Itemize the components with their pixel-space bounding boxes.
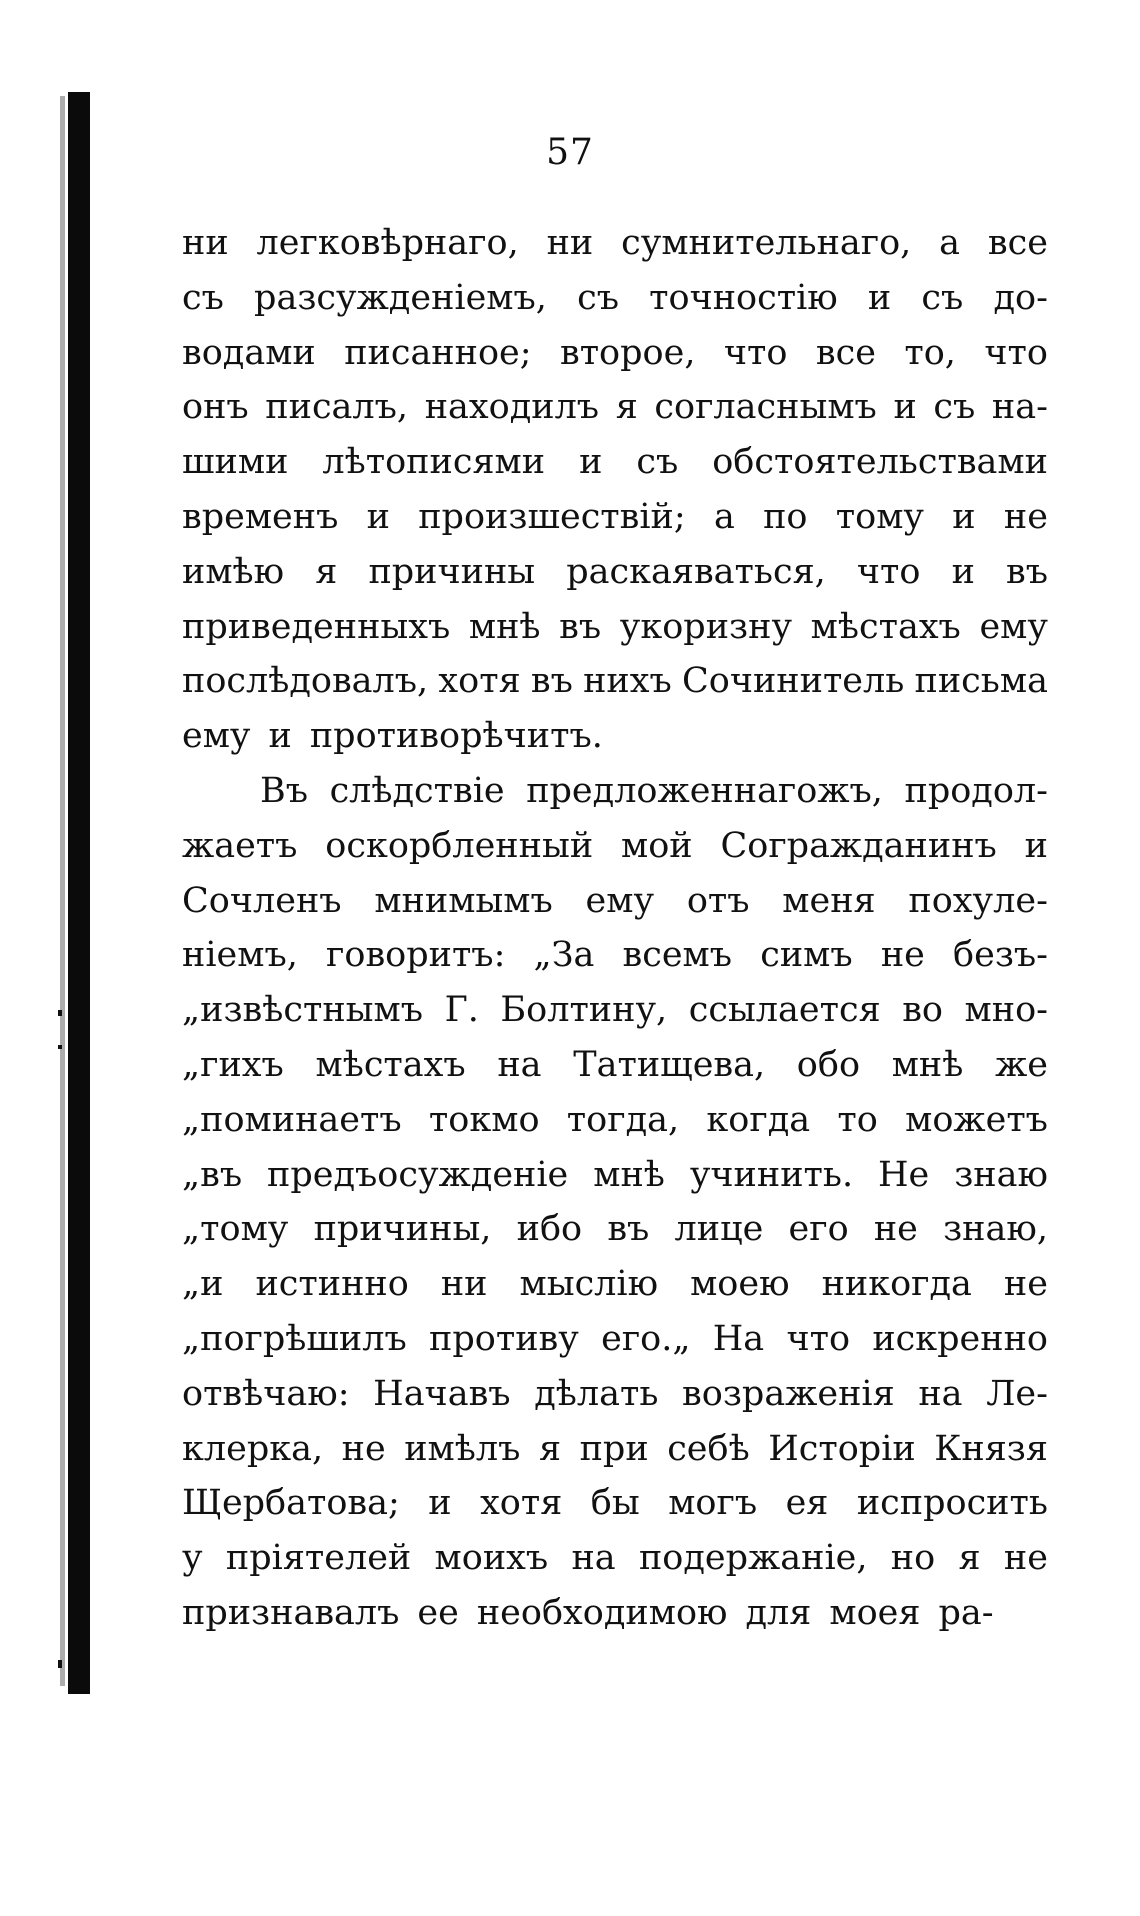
text-line: Въ слѣдствіе предложеннагожъ, продол- (260, 770, 1048, 811)
text-line: признавалъ ее необходимою для моея ра- (182, 1592, 994, 1633)
text-line: Сочленъ мнимымъ ему отъ меня похуле- (182, 880, 1048, 921)
text-line: шими лѣтописями и съ обстоятельствами (182, 442, 1048, 483)
text-line: Щербатова; и хотя бы могъ ея испросить (182, 1483, 1048, 1524)
text-line: ніемъ, говоритъ: „За всемъ симъ не безъ- (182, 935, 1048, 976)
text-line: у пріятелей моихъ на подержаніе, но я не (182, 1538, 1048, 1579)
text-line: „и истинно ни мыслію моею никогда не (182, 1264, 1048, 1305)
text-line: отвѣчаю: Начавъ дѣлать возраженія на Ле- (182, 1373, 1048, 1414)
text-line: послѣдовалъ, хотя въ нихъ Сочинитель письма (182, 661, 1048, 702)
text-line: „въ предъосужденіе мнѣ учинить. Не знаю (182, 1154, 1048, 1195)
text-line: „гихъ мѣстахъ на Татищева, обо мнѣ же (182, 1044, 1048, 1085)
text-line: клерка, не имѣлъ я при себѣ Исторіи Князя (182, 1428, 1048, 1469)
text-line: жаетъ оскорбленный мой Согражданинъ и (182, 825, 1048, 866)
scan-speck (58, 1010, 62, 1016)
text-line: водами писанное; второе, что все то, что (182, 332, 1048, 373)
text-line: ему и противорѣчитъ. (182, 716, 603, 757)
text-line: приведенныхъ мнѣ въ укоризну мѣстахъ ему (182, 606, 1048, 647)
text-line: „погрѣшилъ противу его.„ На что искренно (182, 1318, 1048, 1359)
text-line: „тому причины, ибо въ лице его не знаю, (182, 1209, 1048, 1250)
text-line: онъ писалъ, находилъ я согласнымъ и съ на- (182, 387, 1048, 428)
binding-shadow (60, 96, 65, 1686)
text-line: ни легковѣрнаго, ни сумнительнаго, а все (182, 223, 1048, 263)
text-line: временъ и произшествій; а по тому и не (182, 496, 1048, 537)
scan-speck (58, 1045, 62, 1049)
text-line: „поминаетъ токмо тогда, когда то можетъ (182, 1099, 1048, 1140)
body-text (182, 216, 1048, 1641)
binding-edge (68, 92, 90, 1694)
scan-speck (58, 1660, 62, 1668)
text-line: имѣю я причины раскаяваться, что и въ (182, 551, 1048, 592)
page-number: 57 (546, 132, 594, 173)
text-line: „извѣстнымъ Г. Болтину, ссылается во мно- (182, 990, 1048, 1031)
text-line: съ разсужденіемъ, съ точностію и съ до- (182, 277, 1048, 318)
